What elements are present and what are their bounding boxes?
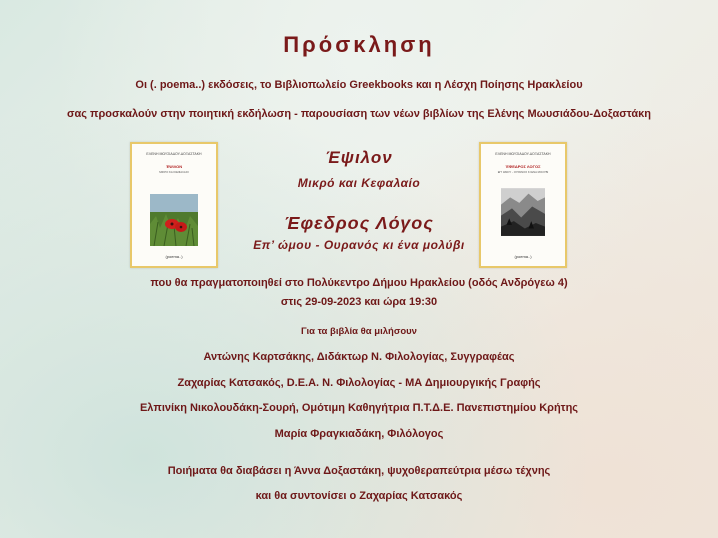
speaker-item: Μαρία Φραγκιαδάκη, Φιλόλογος bbox=[274, 428, 444, 440]
cover-title: ΈΨΙΛΟΝ bbox=[165, 164, 183, 169]
cover-author: ΕΛΕΝΗ ΜΩΥΣΙΑΔΟΥ-ΔΟΞΑΣΤΑΚΗ bbox=[495, 152, 551, 156]
venue-text: που θα πραγματοποιηθεί στο Πολύκεντρο Δήμου Ηρακλείου (οδός Ανδρόγεω 4) bbox=[150, 277, 568, 289]
intro-line-1: Οι (. poema..) εκδόσεις, το Βιβλιοπωλείο Greekbooks και η Λέσχη Ποίησης Ηρακλείου bbox=[135, 79, 583, 91]
book1-subtitle: Μικρό και Κεφαλαίο bbox=[297, 176, 421, 190]
cover-subtitle: ΜΙΚΡΟ ΚΑΙ ΚΕΦΑΛΑΙΟ bbox=[159, 170, 189, 174]
speaker-item: Αντώνης Καρτσάκης, Διδάκτωρ Ν. Φιλολογίας, Συγγραφέας bbox=[203, 351, 515, 363]
cover-title: ΈΦΕΔΡΟΣ ΛΟΓΟΣ bbox=[505, 164, 541, 169]
speakers-heading: Για τα βιβλία θα μιλήσουν bbox=[301, 326, 417, 337]
cover-author: ΕΛΕΝΗ ΜΩΥΣΙΑΔΟΥ-ΔΟΞΑΣΤΑΚΗ bbox=[146, 152, 202, 156]
cover-publisher: (poema..) bbox=[165, 254, 183, 259]
cover-subtitle: ΕΠ' ΩΜΟΥ - ΟΥΡΑΝΟΣ ΚΙ ΕΝΑ ΜΟΛΥΒΙ bbox=[497, 170, 549, 174]
book2-title: Έφεδρος Λόγος bbox=[284, 213, 434, 233]
closing-line-2: και θα συντονίσει ο Ζαχαρίας Κατσακός bbox=[255, 490, 463, 502]
intro-line-2: σας προσκαλούν στην ποιητική εκδήλωση - παρουσίαση των νέων βιβλίων της Ελένης Μωυσιάδου-Δοξαστάκη bbox=[66, 108, 651, 120]
speaker-item: Ζαχαρίας Κατσακός, D.E.A. Ν. Φιλολογίας - ΜΑ Δημιουργικής Γραφής bbox=[177, 377, 541, 389]
closing-line-1: Ποιήματα θα διαβάσει η Άννα Δοξαστάκη, ψυχοθεραπεύτρια μέσω τέχνης bbox=[167, 465, 551, 477]
book2-subtitle: Επ’ ώμου - Ουρανός κι ένα μολύβι bbox=[253, 238, 465, 252]
datetime-text: στις 29-09-2023 και ώρα 19:30 bbox=[280, 296, 438, 308]
speaker-item: Ελπινίκη Νικολουδάκη-Σουρή, Ομότιμη Καθηγήτρια Π.Τ.Δ.Ε. Πανεπιστημίου Κρήτης bbox=[139, 402, 579, 414]
book1-title: Έψιλον bbox=[325, 148, 393, 167]
invitation-title: Πρόσκληση bbox=[283, 32, 435, 57]
cover-publisher: (poema..) bbox=[514, 254, 532, 259]
